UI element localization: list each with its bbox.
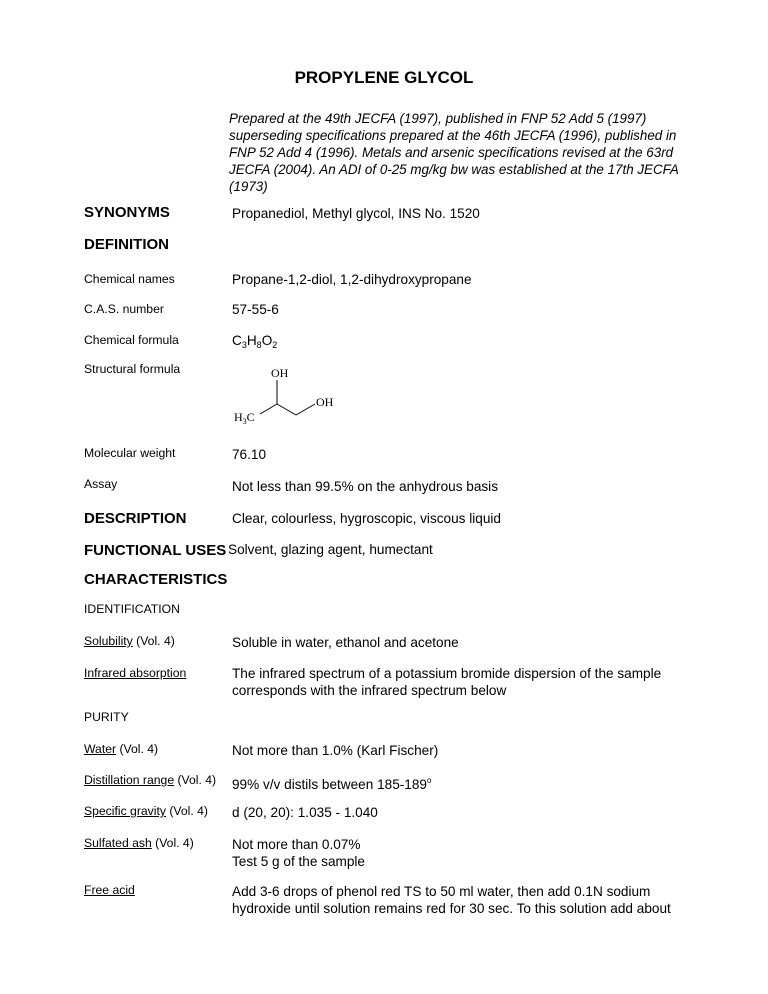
gravity-link[interactable]: Specific gravity	[84, 804, 166, 818]
gravity-value: d (20, 20): 1.035 - 1.040	[232, 805, 378, 820]
description-value: Clear, colourless, hygroscopic, viscous liquid	[232, 511, 501, 526]
gravity-label: Specific gravity (Vol. 4)	[84, 804, 208, 818]
synonyms-value: Propanediol, Methyl glycol, INS No. 1520	[232, 206, 480, 221]
purity-subheading: PURITY	[84, 710, 129, 724]
cas-value: 57-55-6	[232, 302, 279, 317]
water-label: Water (Vol. 4)	[84, 742, 159, 756]
definition-heading: DEFINITION	[84, 236, 169, 253]
chemical-names-value: Propane-1,2-diol, 1,2-dihydroxypropane	[232, 272, 472, 287]
description-label: DESCRIPTION	[84, 510, 187, 527]
ash-link[interactable]: Sulfated ash	[84, 836, 152, 850]
oh-right-label: OH	[316, 395, 334, 409]
bond-right	[296, 404, 315, 415]
free-acid-value: Add 3-6 drops of phenol red TS to 50 ml water, then add 0.1N sodium hydroxide until solution remains red for 30 sec. To this solution add about	[232, 884, 671, 916]
solubility-link[interactable]: Solubility	[84, 634, 133, 648]
assay-label: Assay	[84, 477, 118, 491]
chemical-formula-value: $C_3H_8O_2$	[232, 333, 278, 350]
ash-value-1: Not more than 0.07%	[232, 837, 361, 852]
water-value: Not more than 1.0% (Karl Fischer)	[232, 743, 439, 758]
page-title: PROPYLENE GLYCOL	[294, 68, 474, 87]
characteristics-heading: CHARACTERISTICS	[84, 571, 228, 588]
molecular-weight-value: 76.10	[232, 447, 267, 462]
h3c-label: $H_3C$	[234, 410, 255, 426]
molecular-weight-label: Molecular weight	[84, 446, 176, 460]
distillation-value: 99% v/v distils between 185-189$^o$	[232, 776, 432, 792]
identification-subheading: IDENTIFICATION	[84, 602, 180, 616]
free-acid-label	[84, 883, 135, 897]
assay-value: Not less than 99.5% on the anhydrous basis	[232, 479, 499, 494]
bond-middle	[277, 404, 296, 415]
free-acid-link[interactable]: Free acid	[84, 883, 135, 897]
water-link[interactable]: Water	[84, 742, 117, 756]
infrared-value: The infrared spectrum of a potassium bromide dispersion of the sample corresponds with the infrared spectrum below	[232, 666, 662, 698]
chemical-formula-label: Chemical formula	[84, 333, 179, 347]
ash-value-2: Test 5 g of the sample	[232, 854, 365, 869]
solubility-value: Soluble in water, ethanol and acetone	[232, 635, 459, 650]
cas-label: C.A.S. number	[84, 302, 164, 316]
structural-formula-label: Structural formula	[84, 362, 181, 376]
bond-left	[260, 404, 277, 414]
ash-label: Sulfated ash (Vol. 4)	[84, 836, 194, 850]
infrared-link[interactable]: Infrared absorption	[84, 666, 187, 680]
distillation-label: Distillation range (Vol. 4)	[84, 773, 217, 787]
synonyms-label: SYNONYMS	[84, 204, 170, 221]
infrared-label	[84, 666, 186, 680]
functional-uses-label: FUNCTIONAL USES	[84, 542, 227, 559]
structural-formula-diagram	[228, 362, 348, 426]
solubility-label: Solubility (Vol. 4)	[84, 634, 175, 648]
distillation-link[interactable]: Distillation range	[84, 773, 175, 787]
functional-uses-value: Solvent, glazing agent, humectant	[228, 542, 433, 557]
oh-top-label: OH	[271, 366, 289, 380]
chemical-names-label: Chemical names	[84, 272, 175, 286]
intro-paragraph: Prepared at the 49th JECFA (1997), published in FNP 52 Add 5 (1997) superseding specifications prepared at the 46th JECFA (1996), published in FNP 52 Add 4 (1996). Metals and arsenic specifications revised at the 63rd JECFA (2004). An ADI of 0-25 mg/kg bw was established at the 17th JECFA (1973)	[229, 111, 679, 194]
